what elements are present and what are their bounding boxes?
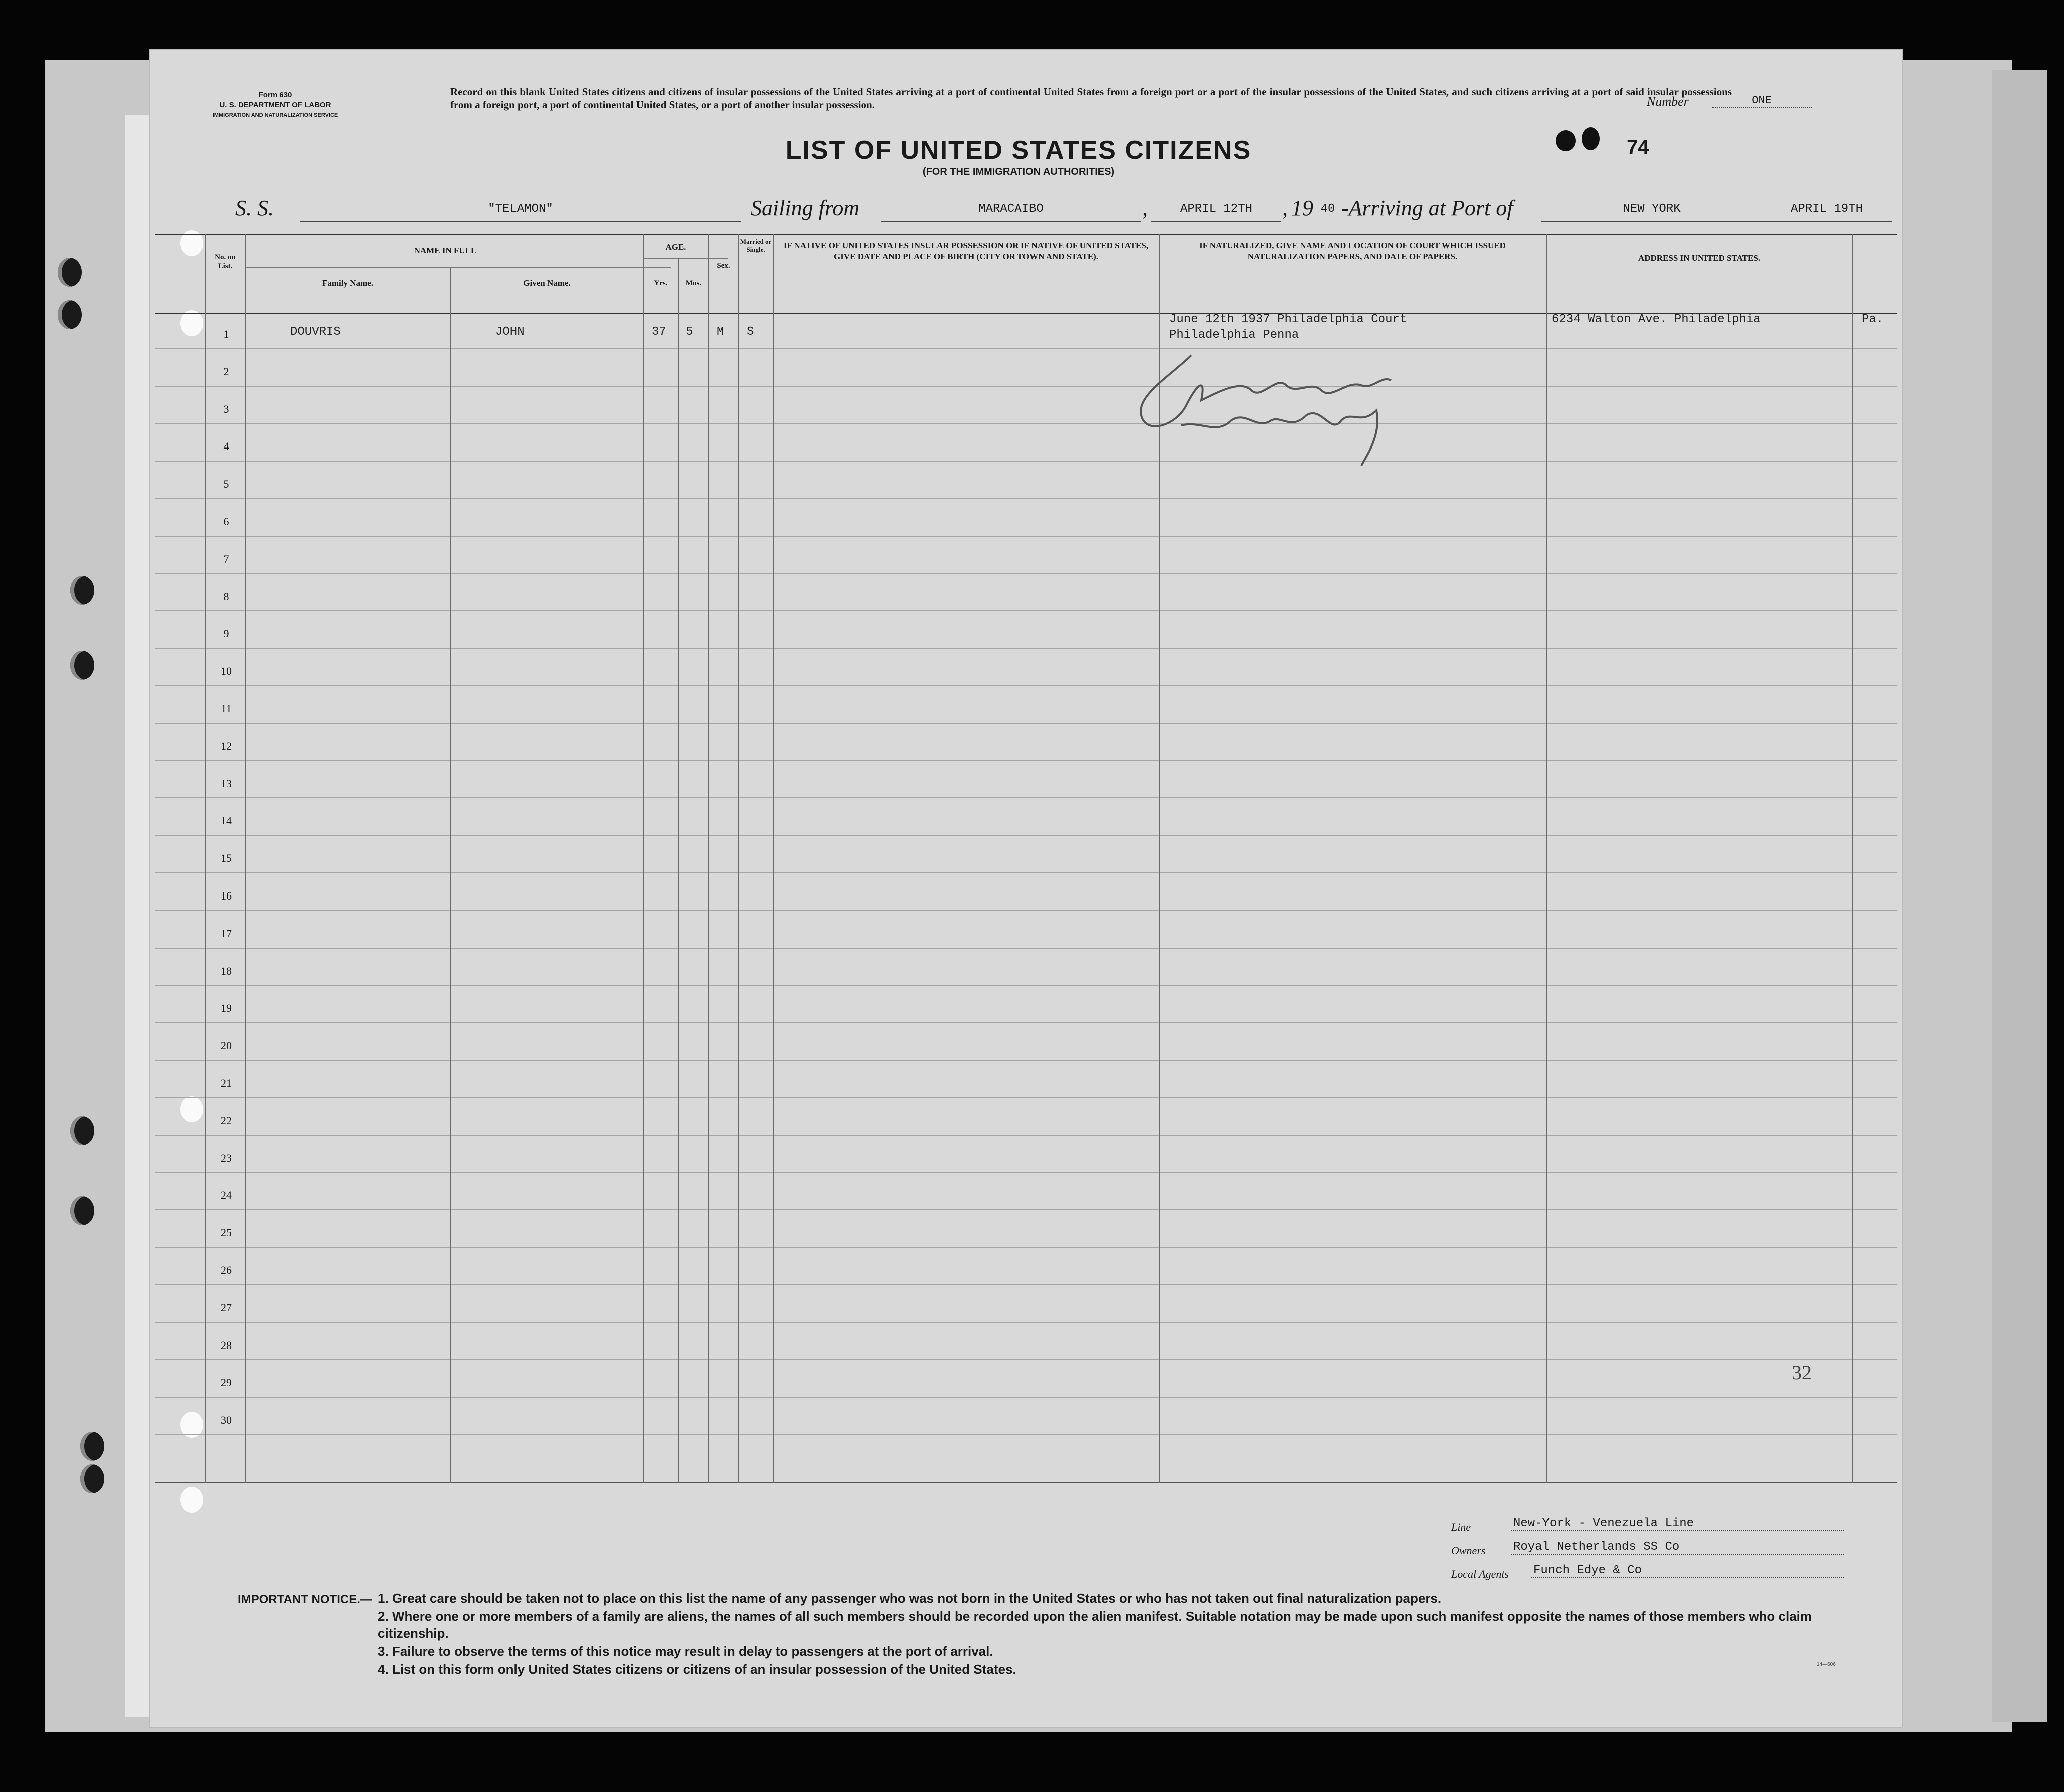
entry-address: 6234 Walton Ave. Philadelphia: [1552, 313, 1761, 326]
row-rule: [155, 872, 1897, 873]
row-number: 8: [223, 590, 229, 603]
handwritten-signature: [1131, 345, 1451, 496]
col-rule: [450, 267, 451, 1483]
header-sub-rule: [245, 267, 671, 268]
row-number: 23: [221, 1152, 232, 1164]
row-rule: [155, 1060, 1897, 1061]
entry-months: 5: [686, 325, 693, 339]
row-rule: [155, 1284, 1897, 1285]
row-rule: [155, 985, 1897, 986]
sailing-year-prefix: 19: [1291, 196, 1313, 220]
row-number: 21: [221, 1077, 232, 1089]
header-native: IF NATIVE OF UNITED STATES INSULAR POSSESSION OR IF NATIVE OF UNITED STATES, GIVE DATE AND PLACE OF BIRTH (CITY OR TOWN AND STATE).: [783, 241, 1149, 261]
notice-item-1: 1. Great care should be taken not to place on this list the name of any passenger who was not born in the United States or who has not taken out final naturalization papers.: [378, 1591, 1442, 1606]
row-number: 25: [221, 1226, 232, 1239]
row-rule: [155, 348, 1897, 349]
background-sheet-edge: [1992, 70, 2047, 1722]
intro-text: Record on this blank United States citizens and citizens of insular possessions of the United States arriving at a port of continental United States from a foreign port or a port of the insular possessions of the United States, and such citizens arriving at a port of said insular possessions from a foreign port, a port of continental United States, or a port of another insular possession.: [450, 86, 1732, 111]
row-number: 17: [221, 927, 232, 940]
sailing-label: Sailing from: [751, 196, 860, 220]
header-family-name: Family Name.: [322, 278, 373, 288]
form-identifier: [190, 90, 360, 120]
agents-value: Funch Edye & Co: [1531, 1564, 1844, 1578]
ship-name: "TELAMON": [300, 199, 741, 222]
ss-label: S. S.: [235, 196, 274, 220]
row-rule: [155, 648, 1897, 649]
binder-hole: [70, 1196, 94, 1225]
notice-heading: IMPORTANT NOTICE.—: [238, 1593, 372, 1606]
row-number: 4: [223, 440, 229, 453]
header-naturalized: IF NATURALIZED, GIVE NAME AND LOCATION OF COURT WHICH ISSUED NATURALIZATION PAPERS, AND DATE OF PAPERS.: [1199, 241, 1506, 261]
row-rule: [155, 685, 1897, 686]
row-number: 29: [221, 1376, 232, 1389]
header-married-or-single: Married or Single.: [740, 238, 772, 253]
table-top-rule: [155, 234, 1897, 235]
sailing-port: MARACAIBO: [881, 199, 1141, 222]
form-sheet: [150, 50, 1902, 1727]
row-rule: [155, 1397, 1897, 1398]
row-number: 9: [223, 627, 229, 640]
row-rule: [155, 723, 1897, 724]
binder-hole: [58, 258, 82, 287]
row-number: 2: [223, 365, 229, 378]
row-number: 6: [223, 515, 229, 528]
binder-hole: [80, 1432, 104, 1461]
row-number: 19: [221, 1002, 232, 1014]
header-age: AGE.: [665, 242, 686, 252]
row-rule: [155, 948, 1897, 949]
row-rule: [155, 1209, 1897, 1210]
row-number: 28: [221, 1339, 232, 1352]
sailing-year: 40: [1320, 202, 1335, 216]
entry-naturalized-line2: Philadelphia Penna: [1169, 328, 1299, 342]
row-number: 14: [221, 814, 232, 827]
row-rule: [155, 498, 1897, 499]
header-no-on-list: No. on List.: [215, 253, 236, 270]
row-number: 24: [221, 1189, 232, 1201]
entry-family-name: DOUVRIS: [290, 325, 341, 339]
page-subtitle: (FOR THE IMMIGRATION AUTHORITIES): [922, 166, 1115, 177]
form-code: 14—606: [1817, 1662, 1836, 1667]
page-number: 74: [1627, 136, 1649, 158]
binder-hole: [70, 576, 94, 605]
col-rule: [1546, 234, 1547, 1483]
row-rule: [155, 573, 1897, 574]
row-number: 12: [221, 740, 232, 752]
row-rule: [155, 1097, 1897, 1098]
entry-years: 37: [652, 325, 666, 339]
line-value: New-York - Venezuela Line: [1511, 1517, 1844, 1531]
table-bottom-rule: [155, 1482, 1897, 1483]
arrival-port: NEW YORK: [1541, 199, 1762, 222]
row-rule: [155, 1322, 1897, 1323]
row-number: 15: [221, 852, 232, 864]
number-label: Number: [1647, 94, 1689, 109]
row-rule: [155, 386, 1897, 387]
row-rule: [155, 1022, 1897, 1023]
binder-hole: [80, 1464, 104, 1493]
row-number: 3: [223, 403, 229, 415]
header-years: Yrs.: [654, 279, 668, 287]
arriving-label: -Arriving at Port of: [1341, 196, 1513, 220]
row-rule: [155, 423, 1897, 424]
row-rule: [155, 910, 1897, 911]
row-rule: [155, 1434, 1897, 1435]
entry-given-name: JOHN: [495, 325, 525, 339]
col-rule: [773, 234, 774, 1483]
row-rule: [155, 1247, 1897, 1248]
age-sub-rule: [643, 258, 728, 259]
punch-hole: [180, 1096, 203, 1122]
row-number: 26: [221, 1264, 232, 1276]
header-name-in-full: NAME IN FULL: [414, 246, 477, 255]
notice-item-3: 3. Failure to observe the terms of this notice may result in delay to passengers at the port of arrival.: [378, 1644, 993, 1659]
row-rule: [155, 835, 1897, 836]
agents-label: Local Agents: [1451, 1568, 1509, 1580]
comma: ,: [1142, 196, 1148, 220]
binder-hole: [70, 1116, 94, 1145]
row-number: 20: [221, 1039, 232, 1052]
owners-value: Royal Netherlands SS Co: [1511, 1540, 1844, 1555]
col-rule: [643, 234, 644, 1483]
comma: ,: [1282, 196, 1288, 220]
row-rule: [155, 1172, 1897, 1173]
row-number: 16: [221, 889, 232, 902]
row-rule: [155, 610, 1897, 611]
sailing-date: APRIL 12TH: [1151, 199, 1281, 222]
row-number: 11: [221, 702, 232, 715]
row-number: 1: [223, 328, 229, 340]
col-rule: [1852, 234, 1853, 1483]
row-rule: [155, 797, 1897, 798]
binder-hole: [58, 300, 82, 329]
pencil-page-mark: 32: [1792, 1361, 1812, 1384]
line-label: Line: [1451, 1521, 1471, 1533]
col-rule: [678, 258, 679, 1483]
header-given-name: Given Name.: [523, 278, 571, 288]
row-rule: [155, 760, 1897, 761]
row-number: 22: [221, 1114, 232, 1127]
notice-item-4: 4. List on this form only United States citizens or citizens of an insular possession of the United States.: [378, 1662, 1016, 1677]
number-value: ONE: [1712, 94, 1812, 108]
row-number: 13: [221, 777, 232, 790]
entry-address-state: Pa.: [1862, 313, 1884, 326]
row-number: 10: [221, 665, 232, 677]
department-name: U. S. DEPARTMENT OF LABOR: [219, 101, 331, 109]
header-address: ADDRESS IN UNITED STATES.: [1638, 253, 1761, 263]
punch-hole: [180, 310, 203, 336]
col-rule: [708, 234, 709, 1483]
header-sex: Sex.: [717, 262, 730, 270]
entry-sex: M: [717, 325, 724, 339]
binder-hole: [70, 651, 94, 680]
page-title: LIST OF UNITED STATES CITIZENS: [785, 136, 1252, 165]
punch-hole: [180, 1487, 203, 1513]
row-rule: [155, 461, 1897, 462]
row-number: 18: [221, 965, 232, 977]
row-rule: [155, 536, 1897, 537]
owners-label: Owners: [1451, 1544, 1486, 1557]
entry-naturalized-line1: June 12th 1937 Philadelphia Court: [1169, 313, 1407, 326]
notice-item-2: 2. Where one or more members of a family are aliens, the names of all such members should be recorded upon the alien manifest. Suitable notation may be made upon such manifest opposite the names of those members who claim citizenship.: [378, 1609, 1812, 1641]
arrival-date: APRIL 19TH: [1762, 199, 1892, 222]
entry-marital-status: S: [747, 325, 754, 339]
row-number: 27: [221, 1301, 232, 1314]
row-number: 5: [223, 478, 229, 490]
header-months: Mos.: [685, 279, 702, 287]
service-name: IMMIGRATION AND NATURALIZATION SERVICE: [212, 112, 338, 118]
row-rule: [155, 1359, 1897, 1360]
row-rule: [155, 1135, 1897, 1136]
col-rule: [738, 234, 739, 1483]
form-number: Form 630: [258, 91, 292, 99]
row-number: 7: [223, 553, 229, 565]
row-number: 30: [221, 1414, 232, 1426]
